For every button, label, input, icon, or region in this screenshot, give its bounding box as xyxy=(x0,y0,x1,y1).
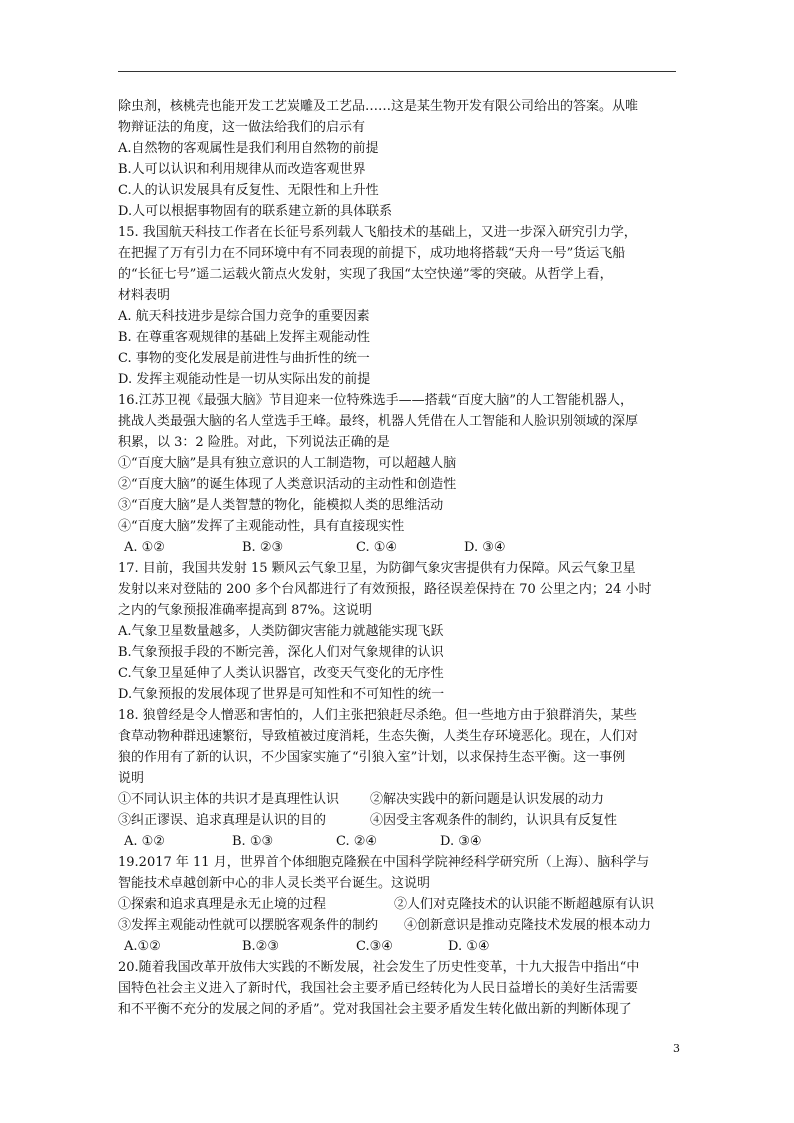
option-a: A.气象卫星数量越多，人类防御灾害能力就越能实现飞跃 xyxy=(118,624,444,639)
question-text-line: 19.2017 年 11 月，世界首个体细胞克隆猴在中国科学院神经科学研究所（上海）、脑科学与 xyxy=(118,855,650,870)
question-text-line: 说明 xyxy=(118,771,145,786)
question-text-line: 20.随着我国改革开放伟大实践的不断发展，社会发生了历史性变革，十九大报告中指出“中 xyxy=(118,960,640,975)
option-c: C.气象卫星延伸了人类认识器官，改变天气变化的无序性 xyxy=(118,666,444,681)
statement-2: ②人们对克隆技术的认识能不断超越原有认识 xyxy=(394,897,655,912)
statement-3: ③“百度大脑”是人类智慧的物化，能模拟人类的思维活动 xyxy=(118,498,444,513)
option-c: C. 事物的变化发展是前进性与曲折性的统一 xyxy=(118,351,370,366)
answer-d: D. ③④ xyxy=(440,834,482,849)
answer-c: C. ①④ xyxy=(356,540,398,555)
answer-a: A.①② xyxy=(124,939,161,954)
statement-3: ③纠正谬误、追求真理是认识的目的 xyxy=(118,813,327,828)
statement-row xyxy=(118,789,678,810)
question-15 xyxy=(118,222,678,390)
question-text-line: 和不平衡不充分的发展之间的矛盾”。党对我国社会主要矛盾发生转化做出新的判断体现了 xyxy=(118,1002,632,1017)
option-b: B. 在尊重客观规律的基础上发挥主观能动性 xyxy=(118,330,370,345)
statement-2: ②解决实践中的新问题是认识发展的动力 xyxy=(370,792,605,807)
option-b: B.人可以认识和利用规律从而改造客观世界 xyxy=(118,162,366,177)
question-text-line: 15. 我国航天科技工作者在长征号系列载人飞船技术的基础上，又进一步深入研究引力学， xyxy=(118,225,637,240)
page-number: 3 xyxy=(673,1042,680,1055)
question-text-line: 食草动物种群迅速繁衍，导致植被过度消耗，生态失衡，人类生存环境恶化。现在，人们对 xyxy=(118,729,639,744)
question-14-tail xyxy=(118,96,678,222)
question-text-line: 材料表明 xyxy=(118,288,171,303)
question-text-line: 发射以来对登陆的 200 多个台风都进行了有效预报，路径误差保持在 70 公里之内；24 小时 xyxy=(118,582,652,597)
option-d: D.气象预报的发展体现了世界是可知性和不可知性的统一 xyxy=(118,687,445,702)
option-a: A.自然物的客观属性是我们利用自然物的前提 xyxy=(118,141,379,156)
statement-4: ④因受主客观条件的制约，认识具有反复性 xyxy=(370,813,618,828)
answer-d: D. ①④ xyxy=(448,939,490,954)
question-text-line: 在把握了万有引力在不同环境中有不同表现的前提下，成功地将搭载“天舟一号”货运飞船 xyxy=(118,246,626,261)
statement-4: ④创新意识是推动克隆技术发展的根本动力 xyxy=(404,918,652,933)
option-d: D.人可以根据事物固有的联系建立新的具体联系 xyxy=(118,204,393,219)
question-text-line: 的“长征七号”遥二运载火箭点火发射，实现了我国“太空快递”零的突破。从哲学上看， xyxy=(118,267,613,282)
statement-1: ①探索和追求真理是永无止境的过程 xyxy=(118,897,327,912)
answer-choices xyxy=(118,831,678,852)
question-text-line: 智能技术卓越创新中心的非人灵长类平台诞生。这说明 xyxy=(118,876,431,891)
statement-row xyxy=(118,894,678,915)
statement-3: ③发挥主观能动性就可以摆脱客观条件的制约 xyxy=(118,918,379,933)
answer-c: C.③④ xyxy=(356,939,393,954)
statement-1: ①“百度大脑”是具有独立意识的人工制造物，可以超越人脑 xyxy=(118,456,457,471)
answer-b: B.②③ xyxy=(242,939,279,954)
question-text-line: 挑战人类最强大脑的名人堂选手王峰。最终，机器人凭借在人工智能和人脸识别领域的深厚 xyxy=(118,414,639,429)
header-rule xyxy=(118,71,676,72)
question-17 xyxy=(118,558,678,705)
answer-a: A. ①② xyxy=(124,834,165,849)
option-a: A. 航天科技进步是综合国力竞争的重要因素 xyxy=(118,309,370,324)
question-text-line: 16.江苏卫视《最强大脑》节目迎来一位特殊选手——搭载“百度大脑”的人工智能机器人， xyxy=(118,393,633,408)
question-text-line: 除虫剂，核桃壳也能开发工艺炭雕及工艺品……这是某生物开发有限公司给出的答案。从唯 xyxy=(118,99,639,114)
question-text-line: 17. 目前，我国共发射 15 颗风云气象卫星，为防御气象灾害提供有力保障。风云气象卫星 xyxy=(118,561,636,576)
answer-choices xyxy=(118,936,678,957)
question-text-line: 物辩证法的角度，这一做法给我们的启示有 xyxy=(118,120,366,135)
answer-c: C. ②④ xyxy=(336,834,378,849)
statement-4: ④“百度大脑”发挥了主观能动性，具有直接现实性 xyxy=(118,519,405,534)
document-body xyxy=(118,96,678,1020)
question-text-line: 国特色社会主义进入了新时代，我国社会主要矛盾已经转化为人民日益增长的美好生活需要 xyxy=(118,981,639,996)
statement-row xyxy=(118,915,678,936)
question-text-line: 18. 狼曾经是令人憎恶和害怕的，人们主张把狼赶尽杀绝。但一些地方由于狼群消失，某些 xyxy=(118,708,637,723)
answer-b: B. ①③ xyxy=(232,834,274,849)
option-b: B.气象预报手段的不断完善，深化人们对气象规律的认识 xyxy=(118,645,444,660)
statement-2: ②“百度大脑”的诞生体现了人类意识活动的主动性和创造性 xyxy=(118,477,457,492)
answer-d: D. ③④ xyxy=(464,540,506,555)
answer-a: A. ①② xyxy=(124,540,165,555)
option-c: C.人的认识发展具有反复性、无限性和上升性 xyxy=(118,183,379,198)
option-d: D. 发挥主观能动性是一切从实际出发的前提 xyxy=(118,372,371,387)
answer-choices xyxy=(118,537,678,558)
statement-1: ①不同认识主体的共识才是真理性认识 xyxy=(118,792,340,807)
question-16 xyxy=(118,390,678,558)
question-20 xyxy=(118,957,678,1020)
question-19 xyxy=(118,852,678,957)
question-18 xyxy=(118,705,678,852)
question-text-line: 之内的气象预报准确率提高到 87%。这说明 xyxy=(118,603,373,618)
answer-b: B. ②③ xyxy=(242,540,284,555)
question-text-line: 狼的作用有了新的认识，不少国家实施了“引狼入室”计划，以求保持生态平衡。这一事例 xyxy=(118,750,626,765)
statement-row xyxy=(118,810,678,831)
question-text-line: 积累，以 3：2 险胜。对此，下列说法正确的是 xyxy=(118,435,390,450)
